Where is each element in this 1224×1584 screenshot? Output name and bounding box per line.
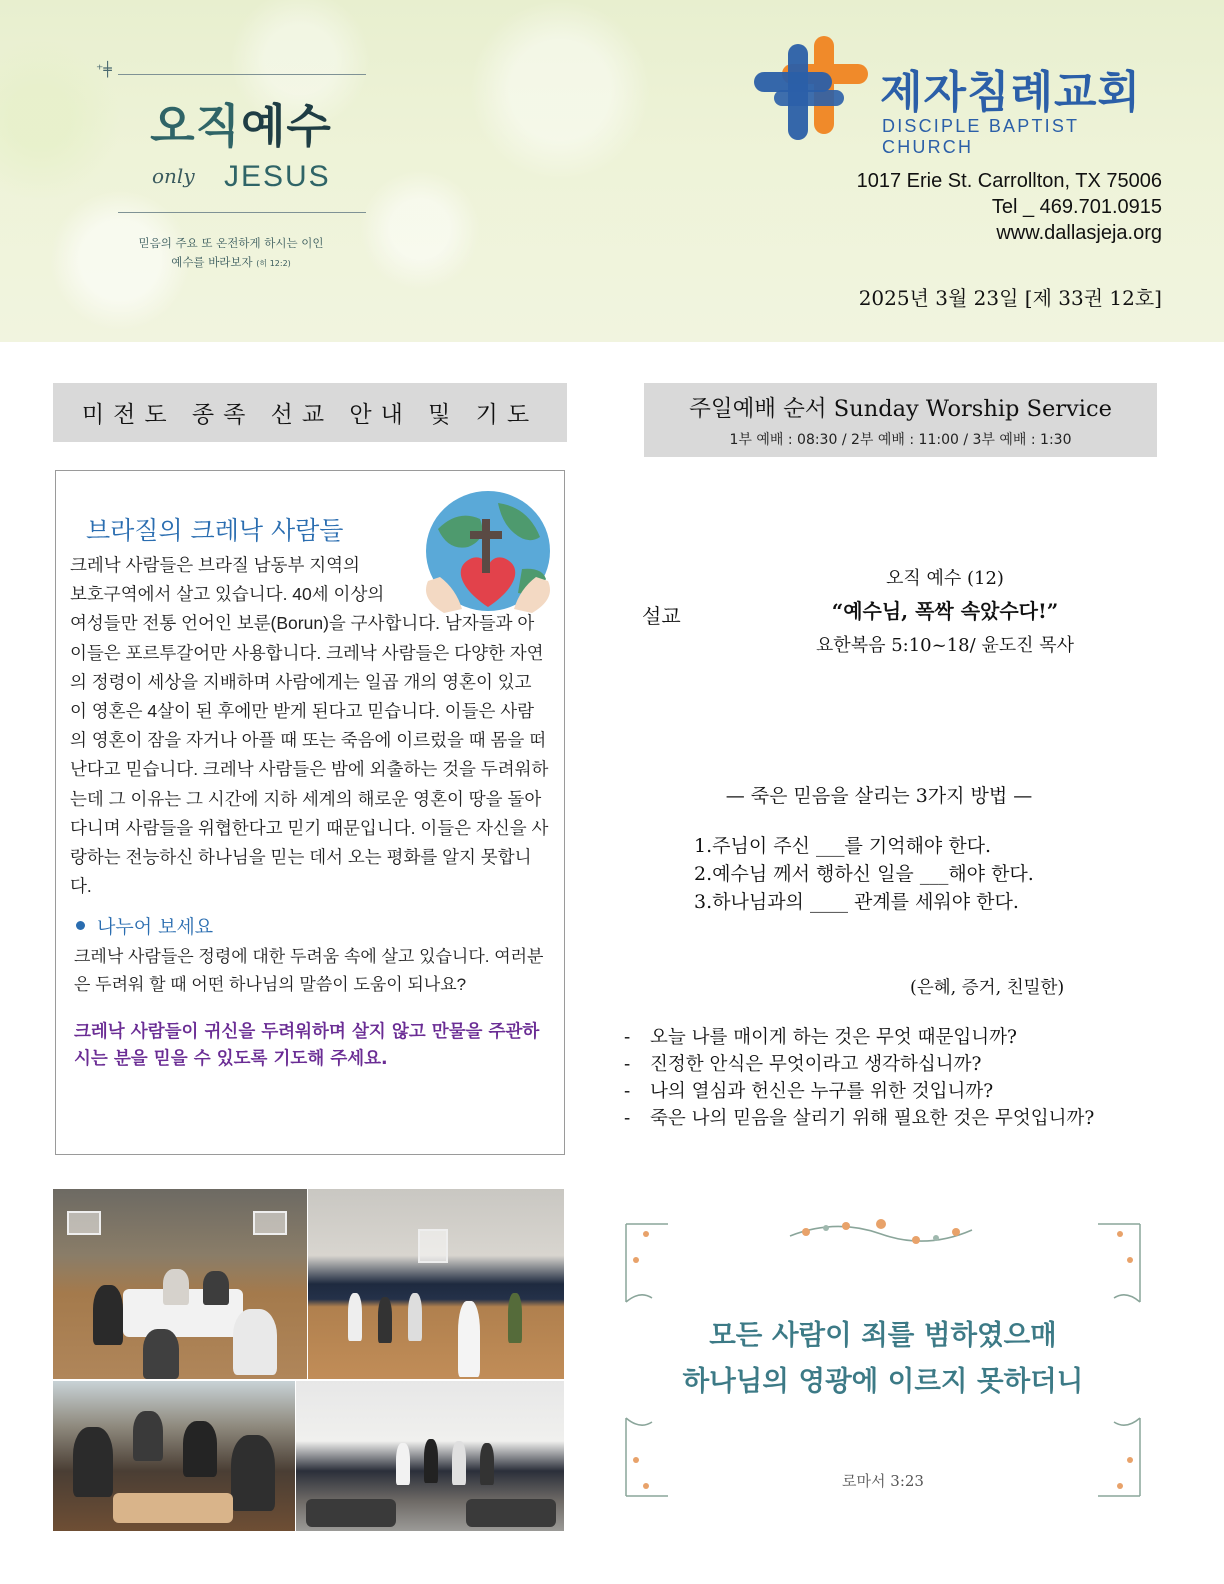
list-item: - 죽은 나의 믿음을 살리기 위해 필요한 것은 무엇입니까? xyxy=(624,1105,1094,1132)
person xyxy=(378,1297,392,1343)
person xyxy=(73,1427,113,1497)
reflection-questions xyxy=(624,1024,1094,1132)
share-heading-label: 나누어 보세요 xyxy=(97,916,214,938)
church-contact xyxy=(857,168,1162,246)
person xyxy=(183,1421,217,1477)
ways-answers: (은혜, 증거, 친밀한) xyxy=(910,978,1065,998)
person xyxy=(233,1309,277,1375)
mission-box xyxy=(55,470,565,1155)
theme-top-rule xyxy=(118,74,366,75)
cross-logo-icon xyxy=(752,34,876,144)
basketball-hoop xyxy=(253,1211,287,1235)
mission-body: 여성들만 전통 언어인 보룬(Borun)을 구사합니다. 남자들과 아이들은 포르투갈어만 사용합니다. 크레낙 사람들은 다양한 자연의 정령이 세상을 지배하며 사람에게는 일곱 개의 영혼이 있고 이 영혼은 4살이 된 후에만 받게 된다고 믿습니다. 이들은 사람의 영혼이 잠을 자거나 아플 때 또는 죽음에 이르렀을 때 몸을 떠난다고 믿습니다. 크레낙 사람들은 밤에 외출하는 것을 두려워하는데 그 이유는 그 시간에 지하 세계의 해로운 영혼이 땅을 돌아다니며 사람들을 위협한다고 믿기 때문입니다. 이들은 자신을 사랑하는 전능하신 하나님을 믿는 데서 오는 평화를 알지 못합니다. xyxy=(70,613,549,897)
sermon-series: 오직 예수 (12) xyxy=(886,568,1004,589)
church-phone: Tel _ 469.701.0915 xyxy=(991,196,1162,218)
mission-description xyxy=(70,551,550,901)
table xyxy=(113,1493,233,1523)
verse-card xyxy=(618,1212,1148,1502)
theme-verse-line1: 믿음의 주요 또 온전하게 하시는 이인 xyxy=(138,236,324,250)
person xyxy=(408,1293,422,1341)
sermon-reference: 요한복음 5:10~18/ 윤도진 목사 xyxy=(815,635,1075,656)
list-item: 1.주님이 주신 ___를 기억해야 한다. xyxy=(694,835,992,857)
person xyxy=(480,1443,494,1485)
person xyxy=(508,1293,522,1343)
church-name-english: DISCIPLE BAPTIST CHURCH xyxy=(882,116,1079,157)
theme-bottom-rule xyxy=(118,212,366,213)
theme-title xyxy=(126,90,356,156)
ways-heading: — 죽은 믿음을 살리는 3가지 방법 — xyxy=(725,785,1033,807)
photo-worship-room xyxy=(296,1381,564,1531)
chairs xyxy=(466,1499,556,1527)
chairs xyxy=(306,1499,396,1527)
photo-gym-activity xyxy=(308,1189,564,1379)
people-group-title: 브라질의 크레낙 사람들 xyxy=(86,516,344,545)
list-item: - 진정한 안식은 무엇이라고 생각하십니까? xyxy=(624,1051,1094,1078)
share-heading xyxy=(76,912,213,939)
corner-ornament-icon xyxy=(622,1220,672,1306)
basketball-hoop xyxy=(418,1229,448,1263)
person xyxy=(133,1411,163,1461)
issue-date: 2025년 3월 23일 [제 33권 12호] xyxy=(858,286,1162,310)
mission-line-1: 크레낙 사람들은 브라질 남동부 지역의 xyxy=(70,555,360,575)
verse-reference: 로마서 3:23 xyxy=(842,1472,924,1490)
list-item: 3.하나님과의 ____ 관계를 세워야 한다. xyxy=(694,891,1019,913)
sermon-info xyxy=(760,566,1130,662)
theme-verse xyxy=(116,234,346,273)
church-address: 1017 Erie St. Carrollton, TX 75006 xyxy=(856,170,1162,192)
corner-ornament-icon xyxy=(1094,1220,1144,1306)
person xyxy=(163,1269,189,1305)
theme-jesus: JESUS xyxy=(224,160,331,193)
sermon-title: “예수님, 폭싹 속았수다!” xyxy=(831,599,1059,623)
sermon-label: 설교 xyxy=(642,604,681,628)
share-question: 크레낙 사람들은 정령에 대한 두려움 속에 살고 있습니다. 여러분은 두려워 할 때 어떤 하나님의 말씀이 도움이 되나요? xyxy=(74,947,544,994)
church-website[interactable]: www.dallasjeja.org xyxy=(996,222,1162,244)
list-item: 2.예수님 께서 행하신 일을 ___해야 한다. xyxy=(694,863,1034,885)
worship-heading-box xyxy=(644,383,1157,457)
prayer-request: 크레낙 사람들이 귀신을 두려워하며 살지 않고 만물을 주관하시는 분을 믿을 수 있도록 기도해 주세요. xyxy=(74,1022,540,1069)
verse-line-1: 모든 사람이 죄를 범하였으매 xyxy=(709,1319,1057,1351)
mission-heading: 미전도 종족 선교 안내 및 기도 xyxy=(53,383,567,442)
theme-verse-line2: 예수를 바라보자 xyxy=(171,255,253,269)
church-name-korean: 제자침례교회 xyxy=(880,67,1142,118)
person xyxy=(348,1293,362,1341)
person xyxy=(231,1435,275,1511)
person xyxy=(203,1271,229,1305)
list-item: - 나의 열심과 헌신은 누구를 위한 것입니까? xyxy=(624,1078,1094,1105)
bullet-icon xyxy=(76,921,85,930)
list-item: - 오늘 나를 매이게 하는 것은 무엇 때문입니까? xyxy=(624,1024,1094,1051)
theme-verse-ref: (히 12:2) xyxy=(256,259,291,268)
person xyxy=(458,1301,480,1377)
person xyxy=(452,1441,466,1485)
mission-line-2: 보호구역에서 살고 있습니다. 40세 이상의 xyxy=(70,584,385,605)
floral-vine-icon xyxy=(786,1212,976,1252)
sparkle-icon: ⁺╪ xyxy=(96,62,112,78)
photo-fellowship-table xyxy=(53,1189,307,1379)
person xyxy=(424,1439,438,1483)
worship-times: 1부 예배 : 08:30 / 2부 예배 : 11:00 / 3부 예배 : 1:30 xyxy=(729,432,1072,448)
worship-heading: 주일예배 순서 Sunday Worship Service xyxy=(689,396,1112,422)
bulletin-header xyxy=(0,0,1224,342)
theme-only: only xyxy=(152,164,195,188)
church-logo xyxy=(752,34,1172,157)
basketball-hoop xyxy=(67,1211,101,1235)
person xyxy=(93,1285,123,1345)
person xyxy=(143,1329,179,1379)
photo-restaurant xyxy=(53,1381,295,1531)
scripture-verse xyxy=(618,1312,1148,1404)
theme-title-light: 오직 xyxy=(150,99,241,153)
verse-line-2: 하나님의 영광에 이르지 못하더니 xyxy=(682,1365,1084,1397)
theme-title-dark: 예수 xyxy=(241,99,332,153)
ways-list xyxy=(694,832,1034,916)
person xyxy=(396,1443,410,1485)
